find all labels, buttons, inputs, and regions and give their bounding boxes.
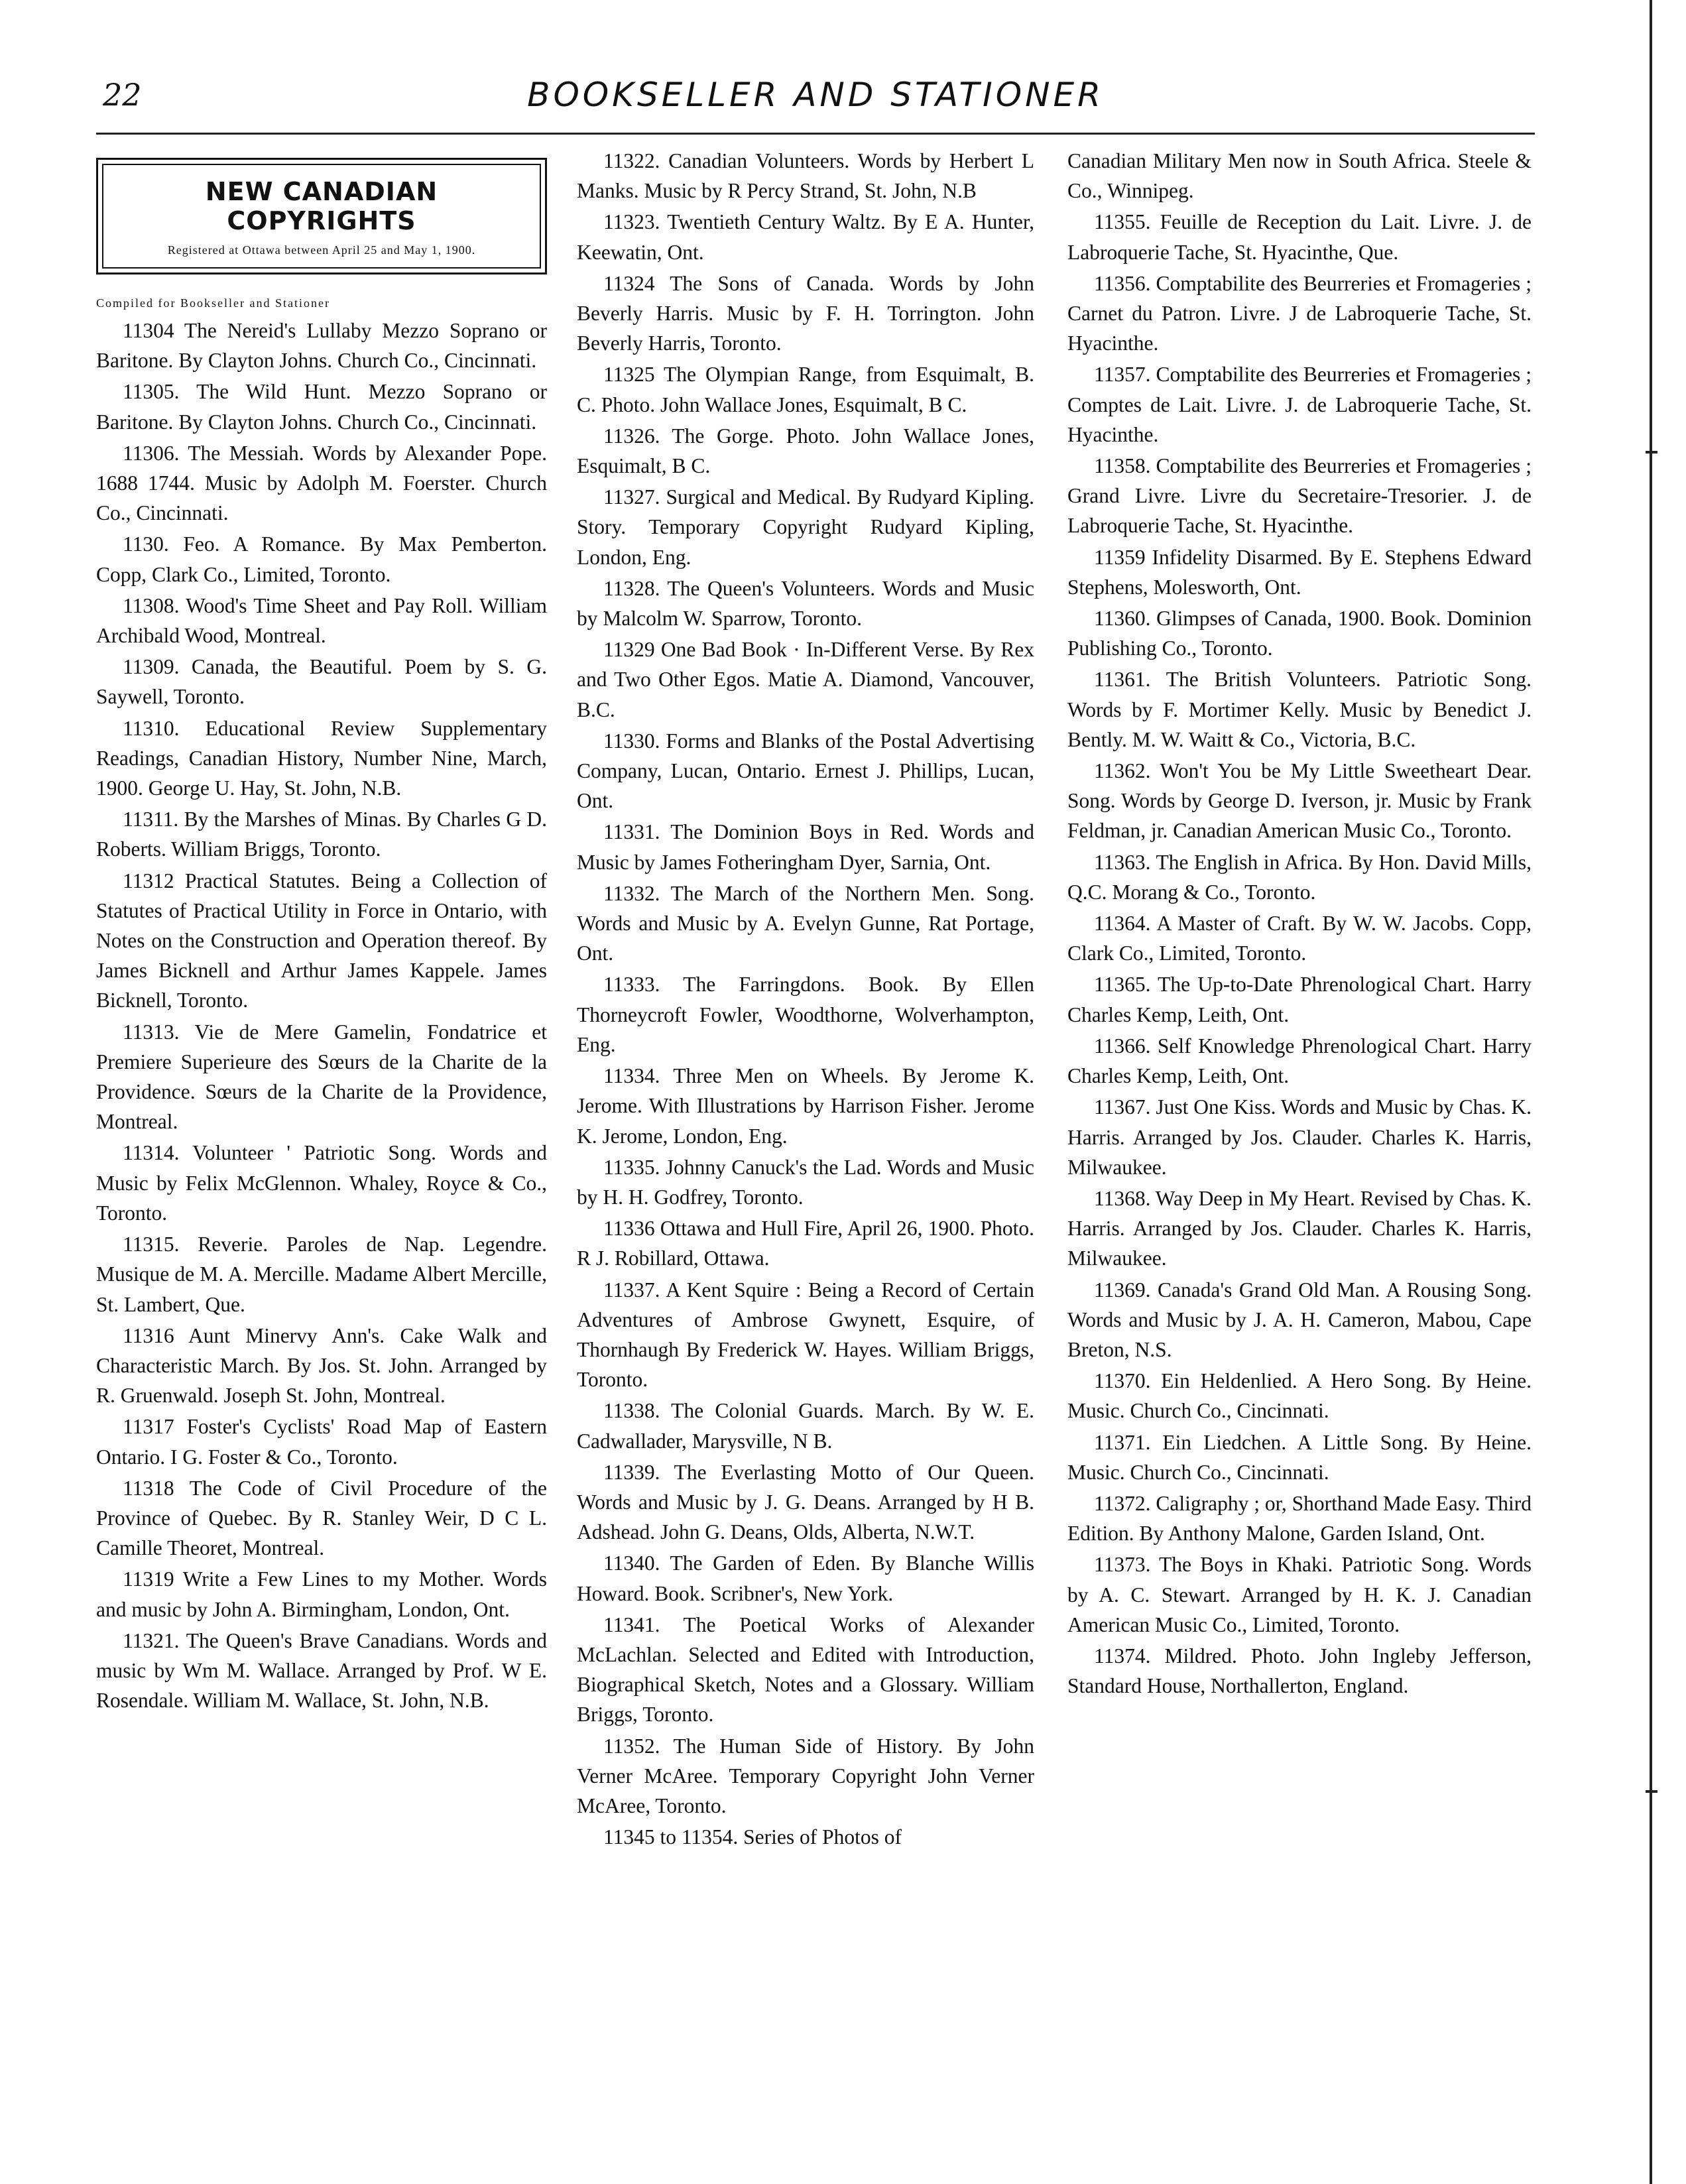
column-2	[577, 146, 1034, 1853]
copyright-entry: 11306. The Messiah. Words by Alexander Pope. 1688 1744. Music by Adolph M. Foerster. Church Co., Cincinnati.	[96, 441, 547, 525]
compiled-note: Compiled for Bookseller and Stationer	[96, 296, 330, 310]
copyright-entry: 11339. The Everlasting Motto of Our Queen. Words and Music by J. G. Deans. Arranged by H B. Adshead. John G. Deans, Olds, Alberta, N.W.T.	[577, 1460, 1034, 1544]
copyright-entry: 11317 Foster's Cyclists' Road Map of Eastern Ontario. I G. Foster & Co., Toronto.	[96, 1415, 547, 1469]
copyright-entry: 11363. The English in Africa. By Hon. David Mills, Q.C. Morang & Co., Toronto.	[1067, 850, 1532, 904]
copyright-entry: 11329 One Bad Book · In-Different Verse. By Rex and Two Other Egos. Matie A. Diamond, Vancouver, B.C.	[577, 638, 1034, 721]
copyright-entry: 11314. Volunteer ' Patriotic Song. Words and Music by Felix McGlennon. Whaley, Royce & Co., Toronto.	[96, 1141, 547, 1225]
column-3-entries	[1067, 207, 1532, 1701]
copyright-entry: 11352. The Human Side of History. By John Verner McAree. Temporary Copyright John Verner McAree, Toronto.	[577, 1734, 1034, 1817]
copyright-entry: 11325 The Olympian Range, from Esquimalt, B. C. Photo. John Wallace Jones, Esquimalt, B C.	[577, 363, 1034, 416]
column-1	[96, 158, 547, 1717]
copyright-entry: 11337. A Kent Squire : Being a Record of Certain Adventures of Ambrose Gwynett, Esquire, of Thornhaugh By Frederick W. Hayes. William Briggs, Toronto.	[577, 1278, 1034, 1392]
copyright-entry: 11364. A Master of Craft. By W. W. Jacobs. Copp, Clark Co., Limited, Toronto.	[1067, 912, 1532, 965]
section-title: NEW CANADIAN COPYRIGHTS	[205, 177, 438, 235]
page-edge-tick	[1646, 1790, 1657, 1793]
copyright-entry: 11308. Wood's Time Sheet and Pay Roll. William Archibald Wood, Montreal.	[96, 593, 547, 648]
copyright-entry: 11338. The Colonial Guards. March. By W. E. Cadwallader, Marysville, N B.	[577, 1399, 1034, 1453]
copyright-entry: 11318 The Code of Civil Procedure of the Province of Quebec. By R. Stanley Weir, D C L. Camille Theoret, Montreal.	[96, 1476, 547, 1560]
copyright-entry: 11327. Surgical and Medical. By Rudyard Kipling. Story. Temporary Copyright Rudyard Kipling, London, Eng.	[577, 485, 1034, 569]
column-1-entries	[96, 316, 547, 1715]
copyright-entry: 11373. The Boys in Khaki. Patriotic Song. Words by A. C. Stewart. Arranged by H. K. J. Canadian American Music Co., Limited, Toronto.	[1067, 1553, 1532, 1636]
header-rule	[96, 133, 1535, 135]
copyright-entry: 11312 Practical Statutes. Being a Collection of Statutes of Practical Utility in Force in Ontario, with Notes on the Construction and Operation thereof. By James Bicknell and Arthur James Kappele. James Bicknell, Toronto.	[96, 869, 547, 1012]
copyright-entry: 11316 Aunt Minervy Ann's. Cake Walk and Characteristic March. By Jos. St. John. Arranged by R. Gruenwald. Joseph St. John, Montreal.	[96, 1323, 547, 1408]
copyright-entry: 11331. The Dominion Boys in Red. Words and Music by James Fotheringham Dyer, Sarnia, Ont.	[577, 820, 1034, 874]
copyright-entry: 11332. The March of the Northern Men. Song. Words and Music by A. Evelyn Gunne, Rat Portage, Ont.	[577, 881, 1034, 965]
copyright-entry: 11361. The British Volunteers. Patriotic Song. Words by F. Mortimer Kelly. Music by Benedict J. Bently. M. W. Waitt & Co., Victoria, B.C.	[1067, 668, 1532, 751]
copyright-entry: 11334. Three Men on Wheels. By Jerome K. Jerome. With Illustrations by Harrison Fisher. Jerome K. Jerome, London, Eng.	[577, 1064, 1034, 1148]
copyright-entry: 11323. Twentieth Century Waltz. By E A. Hunter, Keewatin, Ont.	[577, 210, 1034, 264]
copyright-entry: 11356. Comptabilite des Beurreries et Fromageries ; Carnet du Patron. Livre. J de Labroquerie Tache, St. Hyacinthe.	[1067, 271, 1532, 355]
column-3	[1067, 146, 1532, 1702]
running-title: BOOKSELLER AND STATIONER	[527, 76, 1104, 114]
copyright-entry: 11304 The Nereid's Lullaby Mezzo Soprano or Baritone. By Clayton Johns. Church Co., Cincinnati.	[96, 319, 547, 373]
page-number: 22	[103, 77, 142, 113]
copyright-entry: 11311. By the Marshes of Minas. By Charles G D. Roberts. William Briggs, Toronto.	[96, 808, 547, 861]
copyright-entry: 11369. Canada's Grand Old Man. A Rousing Song. Words and Music by J. A. H. Cameron, Mabou, Cape Breton, N.S.	[1067, 1278, 1532, 1361]
page-edge-tick	[1646, 451, 1657, 454]
copyright-entry: 11367. Just One Kiss. Words and Music by Chas. K. Harris. Arranged by Jos. Clauder. Charles K. Harris, Milwaukee.	[1067, 1095, 1532, 1179]
copyright-entry: 11340. The Garden of Eden. By Blanche Willis Howard. Book. Scribner's, New York.	[577, 1551, 1034, 1605]
copyright-entry: 11362. Won't You be My Little Sweetheart Dear. Song. Words by George D. Iverson, jr. Music by Frank Feldman, jr. Canadian American Music Co., Toronto.	[1067, 759, 1532, 843]
copyright-entry: 11328. The Queen's Volunteers. Words and Music by Malcolm W. Sparrow, Toronto.	[577, 576, 1034, 631]
copyright-entry: 11335. Johnny Canuck's the Lad. Words and Music by H. H. Godfrey, Toronto.	[577, 1155, 1034, 1209]
copyright-entry: 11366. Self Knowledge Phrenological Chart. Harry Charles Kemp, Leith, Ont.	[1067, 1034, 1532, 1088]
copyright-entry: 11310. Educational Review Supplementary Readings, Canadian History, Number Nine, March, 1900. George U. Hay, St. John, N.B.	[96, 716, 547, 800]
copyright-entry: 11324 The Sons of Canada. Words by John Beverly Harris. Music by F. H. Torrington. John Beverly Harris, Toronto.	[577, 271, 1034, 355]
copyright-entry: 11305. The Wild Hunt. Mezzo Soprano or Baritone. By Clayton Johns. Church Co., Cincinnati.	[96, 380, 547, 434]
copyright-entry: 11326. The Gorge. Photo. John Wallace Jones, Esquimalt, B C.	[577, 424, 1034, 478]
copyright-entry: 11370. Ein Heldenlied. A Hero Song. By Heine. Music. Church Co., Cincinnati.	[1067, 1369, 1532, 1423]
copyright-entry: 11374. Mildred. Photo. John Ingleby Jefferson, Standard House, Northallerton, England.	[1067, 1644, 1532, 1698]
copyright-entry: 11330. Forms and Blanks of the Postal Advertising Company, Lucan, Ontario. Ernest J. Phillips, Lucan, Ont.	[577, 729, 1034, 813]
copyright-entry: 11359 Infidelity Disarmed. By E. Stephens Edward Stephens, Molesworth, Ont.	[1067, 545, 1532, 599]
copyright-entry: 11321. The Queen's Brave Canadians. Words and music by Wm M. Wallace. Arranged by Prof. W E. Rosendale. William M. Wallace, St. John, N.B.	[96, 1628, 547, 1713]
copyright-entry: 11345 to 11354. Series of Photos of	[603, 1825, 902, 1849]
copyright-entry: 11309. Canada, the Beautiful. Poem by S. G. Saywell, Toronto.	[96, 655, 547, 709]
copyright-entry: 11368. Way Deep in My Heart. Revised by Chas. K. Harris. Arranged by Jos. Clauder. Charles K. Harris, Milwaukee.	[1067, 1186, 1532, 1270]
continued-entry: Canadian Military Men now in South Africa. Steele & Co., Winnipeg.	[1067, 149, 1532, 203]
section-subtitle: Registered at Ottawa between April 25 and May 1, 1900.	[167, 243, 476, 257]
copyright-entry: 11333. The Farringdons. Book. By Ellen Thorneycroft Fowler, Woodthorne, Wolverhampton, Eng.	[577, 973, 1034, 1056]
copyright-entry: 11360. Glimpses of Canada, 1900. Book. Dominion Publishing Co., Toronto.	[1067, 607, 1532, 660]
copyrights-title-box	[96, 158, 547, 274]
copyright-entry: 1130. Feo. A Romance. By Max Pemberton. Copp, Clark Co., Limited, Toronto.	[96, 532, 547, 586]
copyright-entry: 11315. Reverie. Paroles de Nap. Legendre. Musique de M. A. Mercille. Madame Albert Mercille, St. Lambert, Que.	[96, 1233, 547, 1316]
column-2-entries	[577, 146, 1034, 1852]
copyright-entry: 11372. Caligraphy ; or, Shorthand Made Easy. Third Edition. By Anthony Malone, Garden Island, Ont.	[1067, 1491, 1532, 1546]
page-header	[96, 73, 1535, 119]
copyright-entry: 11355. Feuille de Reception du Lait. Livre. J. de Labroquerie Tache, St. Hyacinthe, Que.	[1067, 210, 1532, 264]
copyright-entry: 11319 Write a Few Lines to my Mother. Words and music by John A. Birmingham, London, Ont.	[96, 1567, 547, 1621]
copyright-entry: 11322. Canadian Volunteers. Words by Herbert L Manks. Music by R Percy Strand, St. John, N.B	[577, 149, 1034, 203]
copyright-entry: 11341. The Poetical Works of Alexander McLachlan. Selected and Edited with Introduction, Biographical Sketch, Notes and a Glossary. William Briggs, Toronto.	[577, 1612, 1034, 1727]
copyright-entry: 11365. The Up-to-Date Phrenological Chart. Harry Charles Kemp, Leith, Ont.	[1067, 973, 1532, 1026]
copyright-entry: 11371. Ein Liedchen. A Little Song. By Heine. Music. Church Co., Cincinnati.	[1067, 1430, 1532, 1484]
copyright-entry: 11313. Vie de Mere Gamelin, Fondatrice et Premiere Superieure des Sœurs de la Charite de la Providence. Sœurs de la Charite de la Providence, Montreal.	[96, 1020, 547, 1134]
copyright-entry: 11336 Ottawa and Hull Fire, April 26, 1900. Photo. R J. Robillard, Ottawa.	[577, 1217, 1034, 1270]
page-edge-line	[1650, 0, 1652, 2184]
copyright-entry: 11358. Comptabilite des Beurreries et Fromageries ; Grand Livre. Livre du Secretaire-Tresorier. J. de Labroquerie Tache, St. Hyacinthe.	[1067, 454, 1532, 538]
copyright-entry: 11357. Comptabilite des Beurreries et Fromageries ; Comptes de Lait. Livre. J. de Labroquerie Tache, St. Hyacinthe.	[1067, 363, 1532, 446]
